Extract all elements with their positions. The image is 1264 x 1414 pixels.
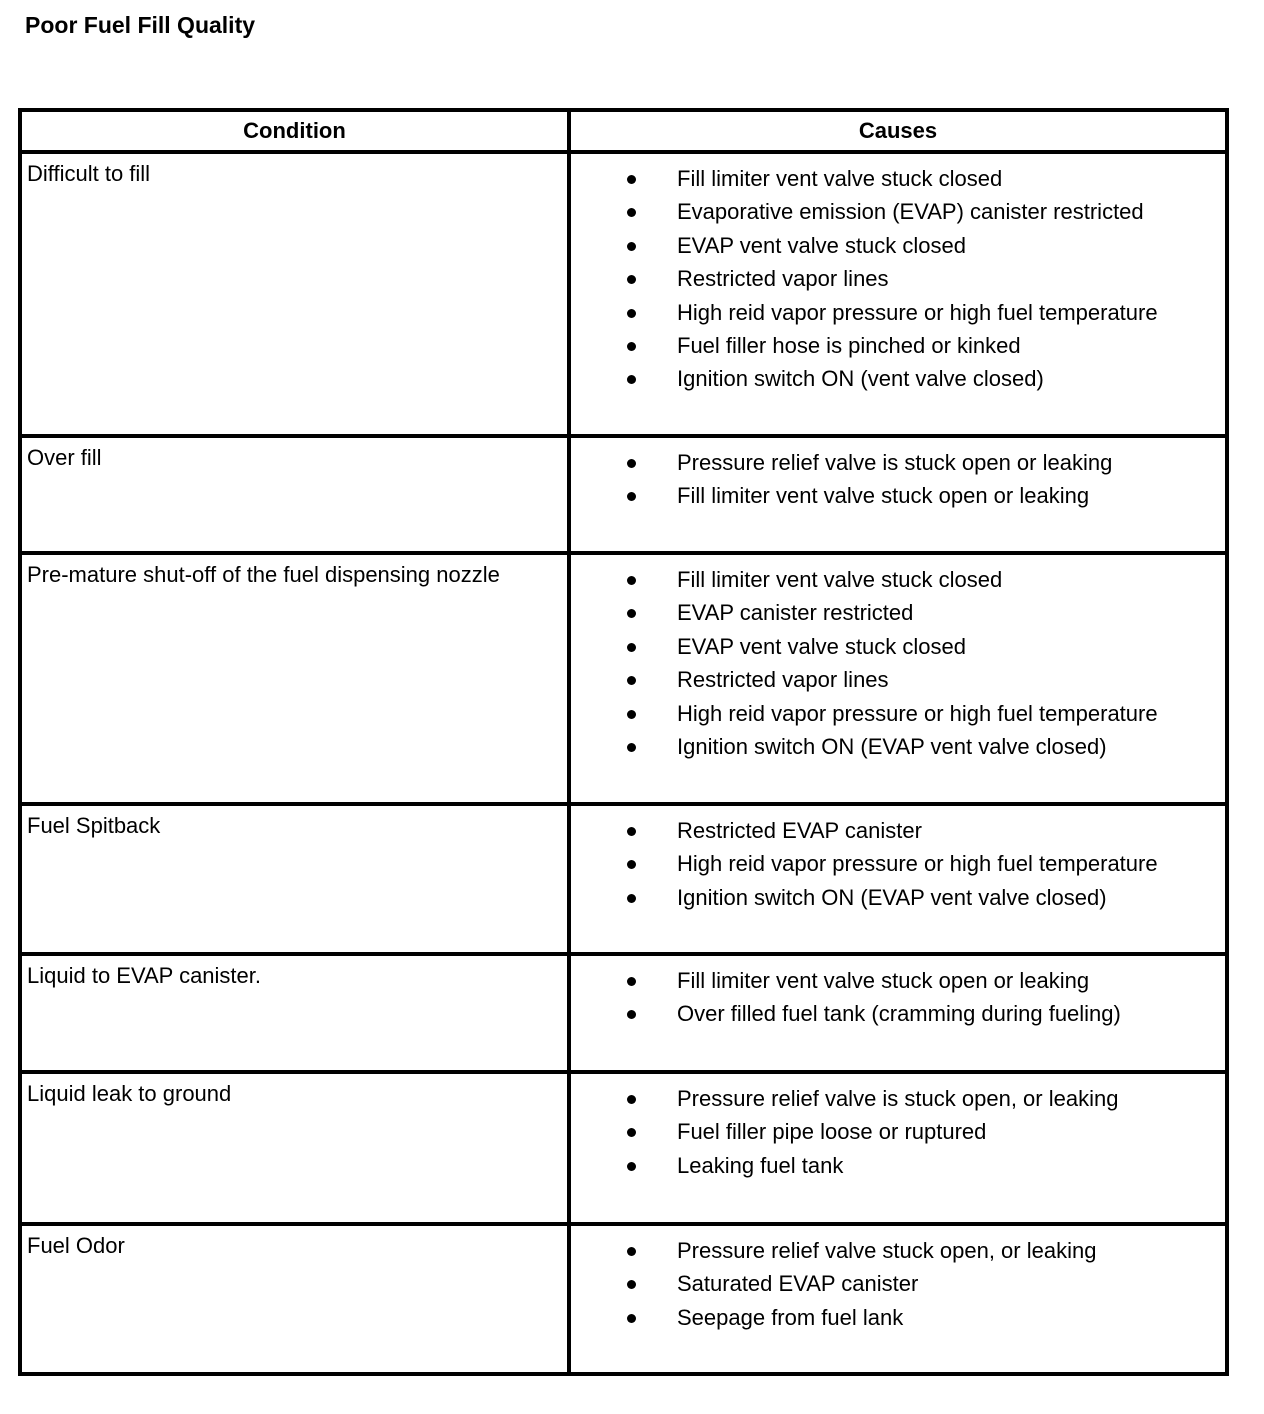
cause-text: Fuel filler pipe loose or ruptured (677, 1119, 987, 1145)
bullet-icon (627, 860, 636, 869)
condition-cell: Over fill (22, 438, 571, 555)
cause-item (571, 166, 1225, 199)
cause-list (571, 806, 1225, 918)
cause-item (571, 300, 1225, 333)
bullet-icon (627, 710, 636, 719)
bullet-icon (627, 175, 636, 184)
condition-cell: Fuel Odor (22, 1226, 571, 1372)
cause-item (571, 450, 1225, 483)
cause-item (571, 701, 1225, 734)
cause-item (571, 483, 1225, 516)
cause-item (571, 266, 1225, 299)
cause-list (571, 1074, 1225, 1186)
causes-cell (571, 1226, 1225, 1372)
bullet-icon (627, 576, 636, 585)
bullet-icon (627, 208, 636, 217)
bullet-icon (627, 1128, 636, 1137)
causes-cell (571, 806, 1225, 956)
causes-cell (571, 1074, 1225, 1226)
condition-cell: Difficult to fill (22, 154, 571, 438)
causes-cell (571, 438, 1225, 555)
cause-text: Fill limiter vent valve stuck closed (677, 166, 1003, 191)
causes-cell (571, 956, 1225, 1074)
cause-text: Ignition switch ON (EVAP vent valve closed) (677, 884, 1107, 910)
bullet-icon (627, 459, 636, 468)
cause-text: Fuel filler hose is pinched or kinked (677, 332, 1021, 358)
bullet-icon (627, 242, 636, 251)
cause-text: Fill limiter vent valve stuck closed (677, 567, 1003, 592)
cause-list (571, 956, 1225, 1035)
cause-item (571, 567, 1225, 600)
cause-text: Ignition switch ON (vent valve closed) (677, 366, 1044, 392)
causes-cell (571, 154, 1225, 438)
bullet-icon (627, 977, 636, 986)
causes-cell (571, 555, 1225, 806)
cause-text: Evaporative emission (EVAP) canister restricted (677, 199, 1144, 225)
condition-cell: Liquid to EVAP canister. (22, 956, 571, 1074)
cause-item (571, 1001, 1225, 1034)
bullet-icon (627, 309, 636, 318)
cause-item (571, 667, 1225, 700)
cause-item (571, 1086, 1225, 1119)
cause-text: Pressure relief valve is stuck open or leaking (677, 450, 1113, 475)
bullet-icon (627, 1010, 636, 1019)
causes-header: Causes (571, 112, 1225, 154)
bullet-icon (627, 643, 636, 652)
cause-item (571, 885, 1225, 918)
cause-item (571, 1238, 1225, 1271)
cause-text: High reid vapor pressure or high fuel temperature (677, 851, 1158, 877)
cause-item (571, 634, 1225, 667)
condition-cell: Fuel Spitback (22, 806, 571, 956)
cause-item (571, 818, 1225, 851)
cause-text: Over filled fuel tank (cramming during fueling) (677, 1001, 1121, 1027)
cause-item (571, 1119, 1225, 1152)
cause-item (571, 600, 1225, 633)
cause-item (571, 233, 1225, 266)
cause-text: Leaking fuel tank (677, 1152, 844, 1178)
bullet-icon (627, 1095, 636, 1104)
cause-item (571, 968, 1225, 1001)
cause-item (571, 851, 1225, 884)
cause-item (571, 366, 1225, 399)
cause-item (571, 1153, 1225, 1186)
cause-text: Restricted vapor lines (677, 266, 889, 292)
condition-header: Condition (22, 112, 571, 154)
page-title: Poor Fuel Fill Quality (25, 12, 256, 38)
cause-item (571, 1305, 1225, 1338)
cause-text: Fill limiter vent valve stuck open or leaking (677, 968, 1090, 993)
bullet-icon (627, 827, 636, 836)
cause-text: Saturated EVAP canister (677, 1271, 919, 1297)
cause-list (571, 154, 1225, 400)
bullet-icon (627, 275, 636, 284)
cause-text: High reid vapor pressure or high fuel temperature (677, 299, 1158, 325)
cause-item (571, 734, 1225, 767)
bullet-icon (627, 1314, 636, 1323)
bullet-icon (627, 342, 636, 351)
cause-text: EVAP vent valve stuck closed (677, 633, 966, 659)
bullet-icon (627, 894, 636, 903)
cause-text: Restricted vapor lines (677, 667, 889, 693)
bullet-icon (627, 1247, 636, 1256)
cause-text: Pressure relief valve is stuck open, or leaking (677, 1086, 1119, 1111)
bullet-icon (627, 375, 636, 384)
bullet-icon (627, 1162, 636, 1171)
cause-text: EVAP canister restricted (677, 600, 914, 626)
cause-text: EVAP vent valve stuck closed (677, 232, 966, 258)
fuel-fill-table (18, 108, 1229, 1376)
cause-text: Restricted EVAP canister (677, 818, 922, 843)
bullet-icon (627, 609, 636, 618)
condition-cell: Pre-mature shut-off of the fuel dispensing nozzle (22, 555, 571, 806)
cause-text: High reid vapor pressure or high fuel temperature (677, 700, 1158, 726)
cause-item (571, 199, 1225, 232)
bullet-icon (627, 1280, 636, 1289)
bullet-icon (627, 492, 636, 501)
cause-text: Seepage from fuel lank (677, 1304, 904, 1330)
bullet-icon (627, 676, 636, 685)
condition-cell: Liquid leak to ground (22, 1074, 571, 1226)
cause-text: Pressure relief valve stuck open, or leaking (677, 1238, 1097, 1263)
cause-item (571, 1271, 1225, 1304)
cause-list (571, 438, 1225, 517)
bullet-icon (627, 743, 636, 752)
cause-text: Ignition switch ON (EVAP vent valve closed) (677, 733, 1107, 759)
cause-item (571, 333, 1225, 366)
cause-text: Fill limiter vent valve stuck open or leaking (677, 483, 1090, 509)
cause-list (571, 555, 1225, 767)
cause-list (571, 1226, 1225, 1338)
